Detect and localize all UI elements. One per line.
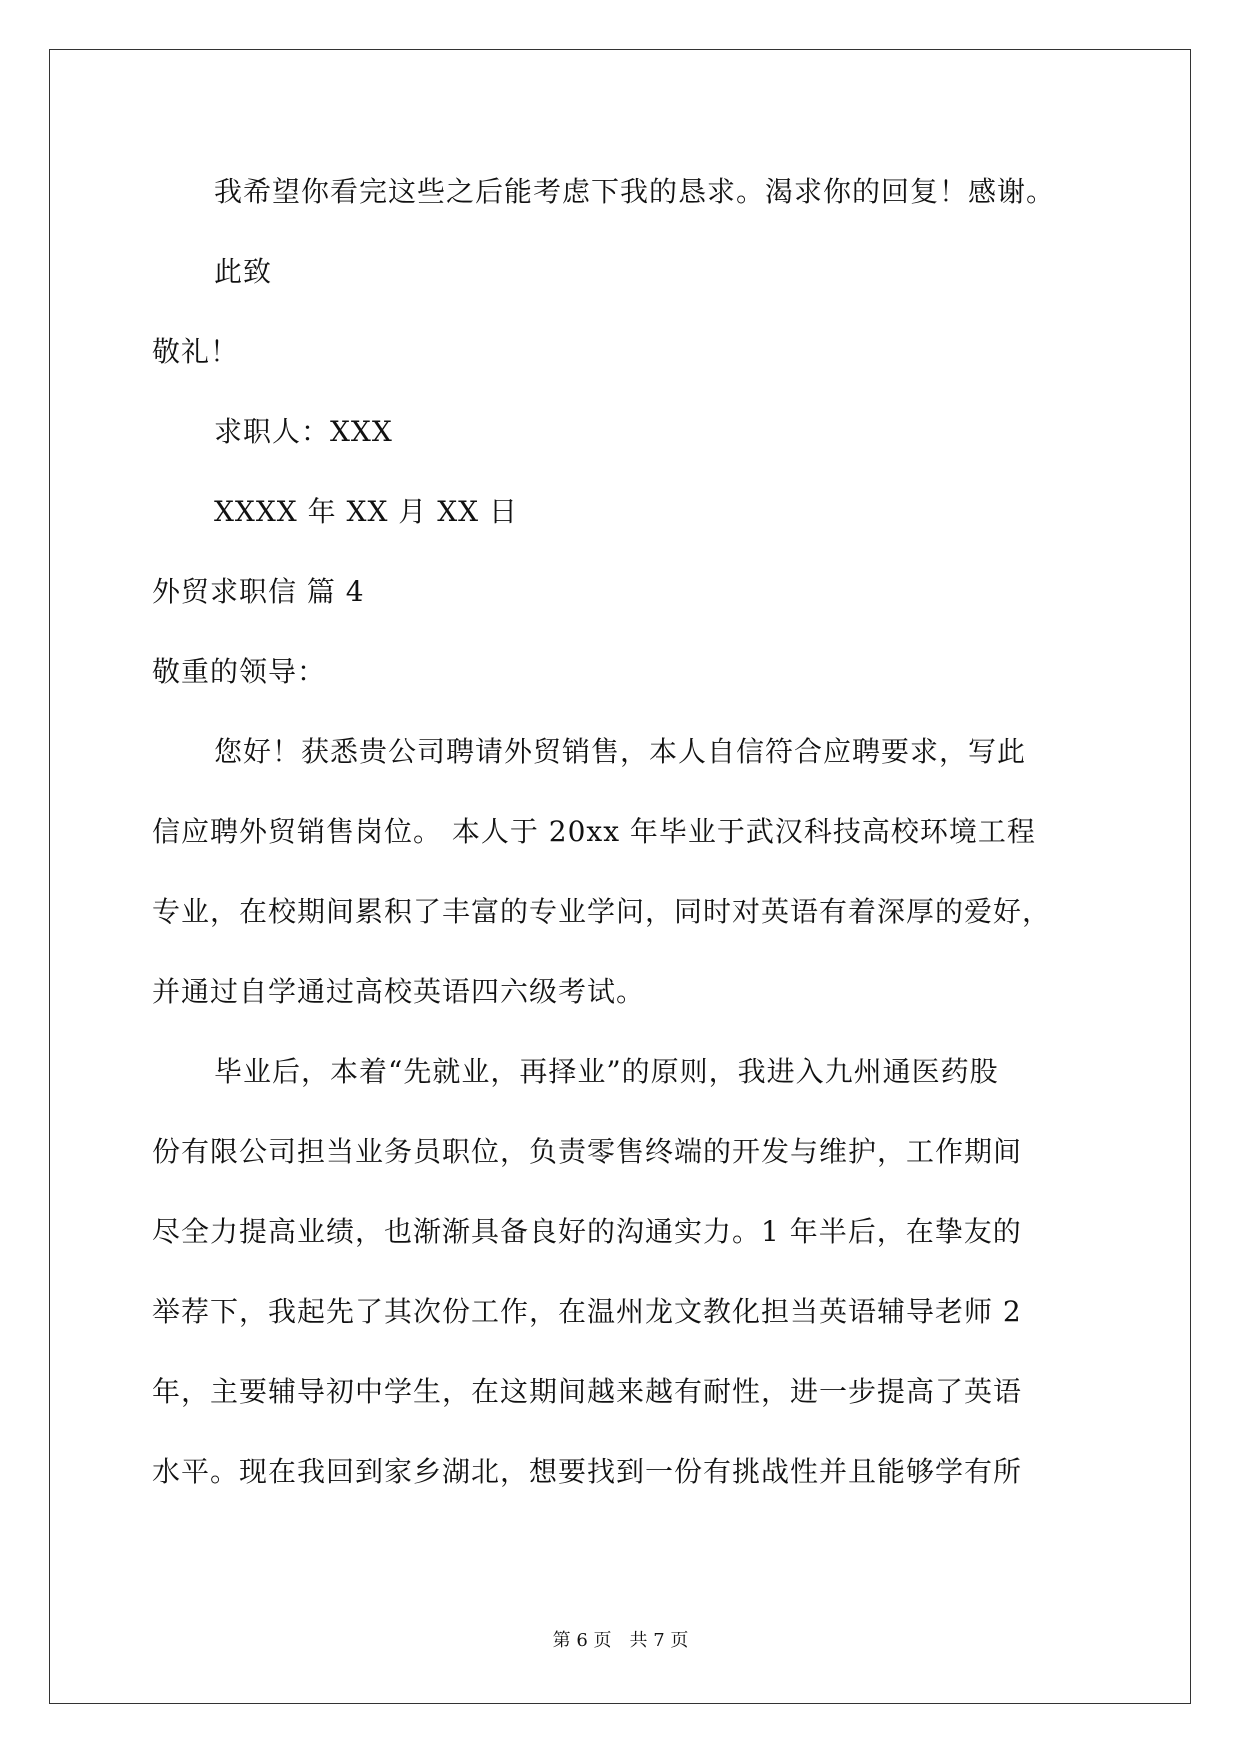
section-title: 外贸求职信 篇 4 xyxy=(152,575,365,608)
paragraph-line: 信应聘外贸销售岗位。 本人于 20xx 年毕业于武汉科技高校环境工程 xyxy=(152,815,1036,848)
paragraph-line: 我希望你看完这些之后能考虑下我的恳求。渴求你的回复！感谢。 xyxy=(214,175,1056,208)
closing-regards: 敬礼！ xyxy=(152,335,240,368)
paragraph-line: 水平。现在我回到家乡湖北，想要找到一份有挑战性并且能够学有所 xyxy=(152,1455,1023,1488)
closing-salutation: 此致 xyxy=(214,255,273,288)
paragraph-line: 专业，在校期间累积了丰富的专业学问，同时对英语有着深厚的爱好， xyxy=(152,895,1052,928)
signature-date: XXXX 年 XX 月 XX 日 xyxy=(214,495,518,528)
letter-greeting: 敬重的领导： xyxy=(152,655,327,688)
paragraph-line: 毕业后，本着“先就业，再择业”的原则，我进入九州通医药股 xyxy=(214,1055,999,1088)
page-footer xyxy=(0,1629,1241,1653)
paragraph-line: 举荐下，我起先了其次份工作，在温州龙文教化担当英语辅导老师 2 xyxy=(152,1295,1022,1328)
paragraph-line: 您好！获悉贵公司聘请外贸销售，本人自信符合应聘要求，写此 xyxy=(214,735,1027,768)
paragraph-line: 并通过自学通过高校英语四六级考试。 xyxy=(152,975,646,1008)
paragraph-line: 份有限公司担当业务员职位，负责零售终端的开发与维护，工作期间 xyxy=(152,1135,1023,1168)
signature-applicant: 求职人：XXX xyxy=(214,415,393,448)
paragraph-line: 年，主要辅导初中学生，在这期间越来越有耐性，进一步提高了英语 xyxy=(152,1375,1023,1408)
page-number: 第 6 页 xyxy=(552,1630,612,1651)
paragraph-line: 尽全力提高业绩，也渐渐具备良好的沟通实力。1 年半后，在挚友的 xyxy=(152,1215,1022,1248)
page-total: 共 7 页 xyxy=(629,1630,689,1651)
